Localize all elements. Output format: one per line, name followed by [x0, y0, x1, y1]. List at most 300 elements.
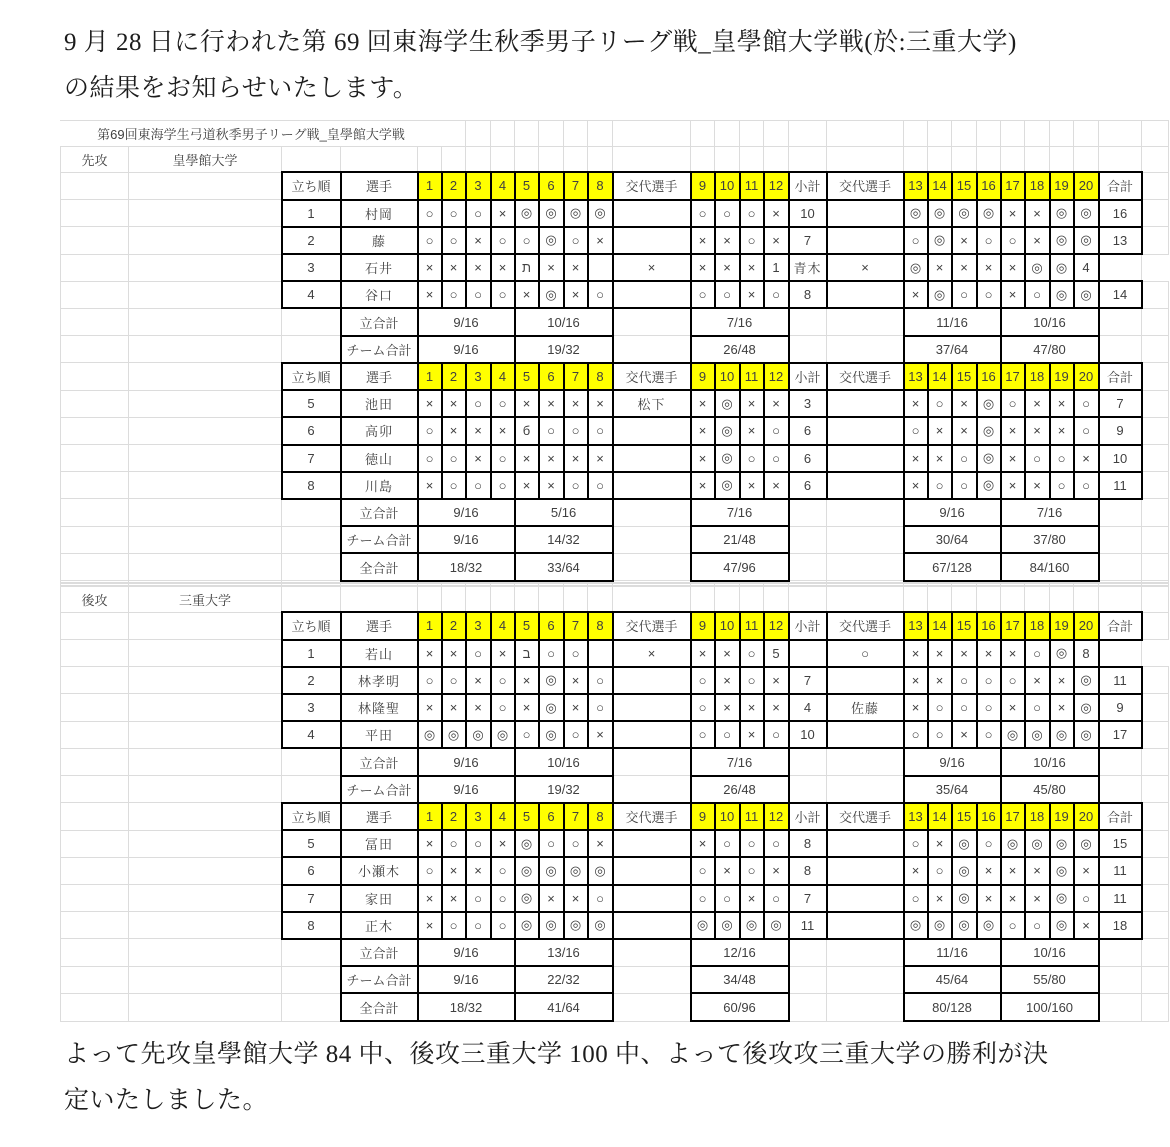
- mark-cell: ◎: [715, 472, 740, 499]
- grid-cell: [1074, 121, 1099, 147]
- mark-cell: ◎: [928, 200, 952, 227]
- mark-cell: ×: [418, 885, 442, 912]
- mark-cell: ◎: [539, 200, 564, 227]
- mark-cell: ○: [539, 830, 564, 857]
- mark-cell: ×: [515, 667, 539, 694]
- tachi-gokei-label: 立合計: [341, 499, 418, 526]
- mark-cell: ◎: [740, 912, 764, 939]
- team-gokei-value: 35/64: [904, 776, 1001, 803]
- total-cell: 8: [1074, 640, 1099, 667]
- tachi-gokei-value: 9/16: [418, 748, 515, 775]
- mark-cell: ×: [466, 417, 491, 444]
- mark-cell: ×: [588, 721, 613, 748]
- mark-cell: ○: [740, 445, 764, 472]
- shot-number-header: 7: [564, 172, 588, 199]
- shot-number-header: 16: [977, 612, 1001, 639]
- shot-number-header: 4: [491, 172, 515, 199]
- zen-gokei-value: 100/160: [1001, 993, 1099, 1021]
- player-order-cell: 8: [282, 472, 341, 499]
- sub-player-cell: [827, 830, 904, 857]
- grid-cell: [715, 586, 740, 612]
- grid-cell: [1142, 830, 1169, 857]
- mark-cell: ○: [904, 227, 928, 254]
- grid-cell: [827, 939, 904, 966]
- grid-cell: [129, 612, 282, 639]
- mark-cell: ×: [691, 390, 715, 417]
- mark-cell: ×: [740, 281, 764, 308]
- mark-cell: ×: [564, 445, 588, 472]
- grid-cell: [613, 526, 691, 553]
- shot-number-header: 12: [764, 803, 789, 830]
- mark-cell: ◎: [588, 200, 613, 227]
- mark-cell: ×: [952, 640, 977, 667]
- mark-cell: ×: [418, 912, 442, 939]
- grid-cell: [1099, 586, 1142, 612]
- mark-cell: ○: [952, 445, 977, 472]
- grid-cell: [129, 939, 282, 966]
- total-cell: 7: [1099, 390, 1142, 417]
- mark-cell: ○: [1074, 885, 1099, 912]
- mark-cell: ×: [466, 857, 491, 884]
- team-gokei-value: 45/80: [1001, 776, 1099, 803]
- grid-cell: [827, 499, 904, 526]
- mark-cell: ×: [740, 390, 764, 417]
- total-cell: 14: [1099, 281, 1142, 308]
- mark-cell: ○: [588, 694, 613, 721]
- grid-cell: [1025, 586, 1050, 612]
- shot-number-header: 14: [928, 172, 952, 199]
- grid-cell: [789, 939, 827, 966]
- grid-cell: [1142, 281, 1169, 308]
- mark-cell: ○: [588, 472, 613, 499]
- sub-player-cell: [613, 445, 691, 472]
- mark-cell: ○: [977, 281, 1001, 308]
- mark-cell: ○: [491, 912, 515, 939]
- sub-player-header: 交代選手: [827, 363, 904, 390]
- grid-cell: [1142, 912, 1169, 939]
- grid-cell: [539, 586, 564, 612]
- grid-cell: [613, 336, 691, 363]
- team-gokei-label: チーム合計: [341, 776, 418, 803]
- player-name-cell: 正木: [341, 912, 418, 939]
- mark-cell: ×: [928, 254, 952, 281]
- shot-number-header: 12: [764, 172, 789, 199]
- sub-player-header: 交代選手: [827, 612, 904, 639]
- mark-cell: ○: [418, 445, 442, 472]
- shot-number-header: 5: [515, 172, 539, 199]
- mark-cell: ○: [952, 667, 977, 694]
- mark-cell: ○: [515, 227, 539, 254]
- player-name-cell: 藤: [341, 227, 418, 254]
- mark-cell: ○: [977, 830, 1001, 857]
- subtotal-cell: 1: [764, 254, 789, 281]
- mark-cell: ○: [740, 857, 764, 884]
- grid-cell: [129, 445, 282, 472]
- mark-cell: ×: [1001, 857, 1025, 884]
- grid-cell: [977, 586, 1001, 612]
- grid-cell: [61, 803, 129, 830]
- player-name-cell: 若山: [341, 640, 418, 667]
- mark-cell: ◎: [466, 721, 491, 748]
- tachi-gokei-label: 立合計: [341, 308, 418, 335]
- shot-number-header: 6: [539, 172, 564, 199]
- mark-cell: ×: [1074, 912, 1099, 939]
- mark-cell: ○: [539, 417, 564, 444]
- shot-number-header: 3: [466, 363, 491, 390]
- mark-cell: ○: [1050, 472, 1074, 499]
- grid-cell: [1099, 121, 1142, 147]
- mark-cell: ◎: [977, 445, 1001, 472]
- mark-cell: ○: [588, 417, 613, 444]
- subtotal-cell: 6: [789, 472, 827, 499]
- mark-cell: ○: [418, 667, 442, 694]
- grid-cell: [1099, 748, 1142, 775]
- grid-cell: [1142, 748, 1169, 775]
- mark-cell: ◎: [904, 254, 928, 281]
- mark-cell: ○: [740, 640, 764, 667]
- grid-cell: [952, 146, 977, 172]
- mark-cell: ◎: [715, 445, 740, 472]
- grid-cell: [613, 939, 691, 966]
- mark-cell: ◎: [515, 857, 539, 884]
- grid-cell: [61, 667, 129, 694]
- mark-cell: ◎: [1074, 694, 1099, 721]
- grid-cell: [61, 390, 129, 417]
- grid-cell: [827, 586, 904, 612]
- grid-cell: [691, 121, 715, 147]
- grid-cell: [129, 912, 282, 939]
- mark-cell: ×: [1025, 472, 1050, 499]
- mark-cell: ◎: [1050, 912, 1074, 939]
- mark-cell: ◎: [715, 912, 740, 939]
- mark-cell: ×: [1074, 857, 1099, 884]
- grid-cell: [904, 586, 928, 612]
- mark-cell: ×: [1001, 885, 1025, 912]
- grid-cell: [61, 308, 129, 335]
- mark-cell: ×: [491, 254, 515, 281]
- grid-cell: [61, 966, 129, 993]
- grid-cell: [789, 776, 827, 803]
- mark-cell: ×: [515, 445, 539, 472]
- total-cell: 13: [1099, 227, 1142, 254]
- tachi-gokei-value: 10/16: [1001, 939, 1099, 966]
- tachi-gokei-value: 11/16: [904, 939, 1001, 966]
- sub-player-cell: [613, 885, 691, 912]
- mark-cell: ○: [740, 200, 764, 227]
- grid-cell: [515, 146, 539, 172]
- grid-cell: [1142, 939, 1169, 966]
- grid-cell: [613, 146, 691, 172]
- grid-cell: [129, 803, 282, 830]
- mark-cell: ×: [515, 281, 539, 308]
- shot-number-header: 6: [539, 803, 564, 830]
- mark-cell: ×: [715, 640, 740, 667]
- grid-cell: [827, 776, 904, 803]
- tachi-gokei-label: 立合計: [341, 748, 418, 775]
- mark-cell: ◎: [539, 694, 564, 721]
- grid-cell: [588, 121, 613, 147]
- grid-cell: [1142, 121, 1169, 147]
- mark-cell: ◎: [977, 390, 1001, 417]
- sub-player-cell: [827, 390, 904, 417]
- grid-cell: [789, 966, 827, 993]
- grid-cell: [282, 499, 341, 526]
- mark-cell: ×: [764, 694, 789, 721]
- grid-cell: [789, 586, 827, 612]
- team-gokei-label: チーム合計: [341, 336, 418, 363]
- grid-cell: [789, 146, 827, 172]
- team-gokei-value: 19/32: [515, 336, 613, 363]
- mark-cell: ○: [564, 721, 588, 748]
- shot-number-header: 2: [442, 172, 466, 199]
- mark-cell: ×: [691, 445, 715, 472]
- shot-number-header: 7: [564, 363, 588, 390]
- mark-cell: ○: [1074, 472, 1099, 499]
- mark-cell: ×: [952, 254, 977, 281]
- mark-cell: ○: [491, 857, 515, 884]
- mark-cell: ○: [491, 694, 515, 721]
- mark-cell: ×: [491, 640, 515, 667]
- mark-cell: ×: [1050, 694, 1074, 721]
- shot-number-header: 1: [418, 172, 442, 199]
- mark-cell: ×: [418, 694, 442, 721]
- sub-player-cell: [588, 640, 613, 667]
- team-gokei-value: 26/48: [691, 776, 789, 803]
- subtotal-cell: 7: [789, 885, 827, 912]
- team-gokei-value: 21/48: [691, 526, 789, 553]
- mark-cell: ○: [928, 472, 952, 499]
- shot-number-header: 7: [564, 612, 588, 639]
- mark-cell: ○: [691, 667, 715, 694]
- grid-cell: [740, 146, 764, 172]
- grid-cell: [1142, 146, 1169, 172]
- grid-cell: [61, 748, 129, 775]
- shot-number-header: 1: [418, 803, 442, 830]
- grid-cell: [1099, 336, 1142, 363]
- mark-cell: ○: [764, 721, 789, 748]
- sheet-title: 第69回東海学生弓道秋季男子リーグ戦_皇學館大学戦: [61, 121, 442, 147]
- grid-cell: [282, 586, 341, 612]
- mark-cell: ×: [564, 885, 588, 912]
- mark-cell: ◎: [1025, 254, 1050, 281]
- mark-cell: ×: [442, 885, 466, 912]
- mark-cell: ○: [442, 830, 466, 857]
- grid-cell: [129, 308, 282, 335]
- mark-cell: ×: [1025, 667, 1050, 694]
- grid-cell: [715, 146, 740, 172]
- mark-cell: ◎: [977, 200, 1001, 227]
- mark-cell: ◎: [539, 281, 564, 308]
- zen-gokei-value: 80/128: [904, 993, 1001, 1021]
- player-order-cell: 5: [282, 390, 341, 417]
- mark-cell: ○: [904, 417, 928, 444]
- shot-number-header: 19: [1050, 172, 1074, 199]
- total-cell: 17: [1099, 721, 1142, 748]
- mark-cell: ×: [1050, 667, 1074, 694]
- mark-cell: ◎: [715, 390, 740, 417]
- grid-cell: [952, 586, 977, 612]
- grid-cell: [61, 363, 129, 390]
- shot-number-header: 14: [928, 803, 952, 830]
- team-gokei-label: チーム合計: [341, 526, 418, 553]
- grid-cell: [61, 885, 129, 912]
- mark-cell: ◎: [691, 912, 715, 939]
- shot-number-header: 18: [1025, 172, 1050, 199]
- grid-cell: [1099, 499, 1142, 526]
- shot-number-header: 8: [588, 803, 613, 830]
- mark-cell: ○: [740, 667, 764, 694]
- grid-cell: [129, 363, 282, 390]
- grid-cell: [61, 993, 129, 1021]
- grid-cell: [1050, 586, 1074, 612]
- grid-cell: [827, 526, 904, 553]
- grid-cell: [129, 472, 282, 499]
- sub-player-header: 交代選手: [613, 803, 691, 830]
- shot-number-header: 2: [442, 363, 466, 390]
- tachi-gokei-value: 9/16: [418, 939, 515, 966]
- total-cell: 15: [1099, 830, 1142, 857]
- team-gokei-value: 34/48: [691, 966, 789, 993]
- shot-number-header: 11: [740, 612, 764, 639]
- mark-cell: ◎: [1050, 227, 1074, 254]
- player-name-cell: 高卯: [341, 417, 418, 444]
- shot-number-header: 6: [539, 363, 564, 390]
- mark-cell: ×: [764, 857, 789, 884]
- shot-number-header: 17: [1001, 172, 1025, 199]
- mark-cell: ×: [466, 254, 491, 281]
- grid-cell: [1142, 993, 1169, 1021]
- mark-cell: ×: [1001, 417, 1025, 444]
- mark-cell: ◎: [588, 857, 613, 884]
- sub-player-header: 交代選手: [827, 803, 904, 830]
- shot-number-header: 11: [740, 172, 764, 199]
- mark-cell: ×: [564, 281, 588, 308]
- grid-cell: [789, 553, 827, 580]
- total-cell: 9: [1099, 417, 1142, 444]
- mark-cell: ×: [904, 667, 928, 694]
- grid-cell: [1001, 146, 1025, 172]
- sub-player-header: 交代選手: [613, 172, 691, 199]
- shot-number-header: 17: [1001, 803, 1025, 830]
- mark-cell: ○: [491, 390, 515, 417]
- mark-cell: ◎: [1074, 830, 1099, 857]
- grid-cell: [1099, 526, 1142, 553]
- mark-cell: ×: [904, 857, 928, 884]
- mark-cell: ×: [418, 254, 442, 281]
- grid-cell: [515, 586, 539, 612]
- mark-cell: ×: [466, 445, 491, 472]
- shot-number-header: 3: [466, 612, 491, 639]
- tachi-gokei-value: 10/16: [1001, 748, 1099, 775]
- subtotal-cell: 3: [789, 390, 827, 417]
- total-cell: 4: [1074, 254, 1099, 281]
- player-order-cell: 3: [282, 254, 341, 281]
- grid-cell: [282, 748, 341, 775]
- mark-cell: ×: [764, 200, 789, 227]
- mark-cell: ×: [442, 417, 466, 444]
- grid-cell: [1074, 586, 1099, 612]
- grid-cell: [466, 121, 491, 147]
- mark-cell: ○: [442, 281, 466, 308]
- shot-number-header: 16: [977, 363, 1001, 390]
- grid-cell: [61, 281, 129, 308]
- mark-cell: ◎: [564, 857, 588, 884]
- team-gokei-value: 37/80: [1001, 526, 1099, 553]
- tachi-gokei-value: 11/16: [904, 308, 1001, 335]
- shot-number-header: 10: [715, 612, 740, 639]
- mark-cell: ×: [466, 227, 491, 254]
- shot-number-header: 10: [715, 803, 740, 830]
- sub-player-cell: [613, 417, 691, 444]
- grid-cell: [282, 553, 341, 580]
- zen-gokei-value: 18/32: [418, 553, 515, 580]
- grid-cell: [564, 146, 588, 172]
- subtotal-cell: 10: [789, 721, 827, 748]
- mark-cell: ○: [715, 200, 740, 227]
- grid-cell: [442, 146, 466, 172]
- grid-cell: [129, 694, 282, 721]
- shot-number-header: 18: [1025, 803, 1050, 830]
- grid-cell: [491, 146, 515, 172]
- grid-cell: [1142, 390, 1169, 417]
- mark-cell: ○: [1050, 445, 1074, 472]
- grid-cell: [1142, 776, 1169, 803]
- mark-cell: ○: [564, 830, 588, 857]
- grid-cell: [341, 586, 418, 612]
- shot-number-header: 8: [588, 172, 613, 199]
- mark-cell: ○: [442, 472, 466, 499]
- player-name-cell: 村岡: [341, 200, 418, 227]
- grid-cell: [691, 146, 715, 172]
- mark-cell: ×: [1001, 472, 1025, 499]
- tachi-gokei-value: 7/16: [691, 748, 789, 775]
- player-order-cell: 1: [282, 200, 341, 227]
- mark-cell: ◎: [715, 417, 740, 444]
- mark-cell: ◎: [952, 857, 977, 884]
- mark-cell: ◎: [1074, 200, 1099, 227]
- mark-cell: ○: [1001, 667, 1025, 694]
- grid-cell: [282, 308, 341, 335]
- mark-cell: ×: [1001, 445, 1025, 472]
- grid-cell: [129, 830, 282, 857]
- mark-cell: ×: [715, 667, 740, 694]
- mark-cell: ○: [491, 445, 515, 472]
- grid-cell: [952, 121, 977, 147]
- mark-cell: ◎: [1001, 830, 1025, 857]
- grid-cell: [1099, 640, 1142, 667]
- shot-number-header: 2: [442, 612, 466, 639]
- mark-cell: ×: [952, 417, 977, 444]
- mark-cell: ◎: [418, 721, 442, 748]
- mark-cell: ○: [1025, 912, 1050, 939]
- tachi-gokei-value: 7/16: [691, 308, 789, 335]
- mark-cell: ◎: [539, 912, 564, 939]
- mark-cell: ○: [1025, 281, 1050, 308]
- mark-cell: ×: [1001, 694, 1025, 721]
- mark-cell: ○: [1074, 417, 1099, 444]
- sub-player-cell: [827, 912, 904, 939]
- grid-cell: [1142, 857, 1169, 884]
- mark-cell: ×: [928, 640, 952, 667]
- mark-cell: ◎: [904, 200, 928, 227]
- sub-player-cell: [613, 281, 691, 308]
- grid-cell: [789, 308, 827, 335]
- mark-cell: ○: [1001, 227, 1025, 254]
- mark-cell: ◎: [952, 912, 977, 939]
- grid-cell: [764, 146, 789, 172]
- mark-cell: ○: [740, 830, 764, 857]
- mark-cell: ×: [740, 472, 764, 499]
